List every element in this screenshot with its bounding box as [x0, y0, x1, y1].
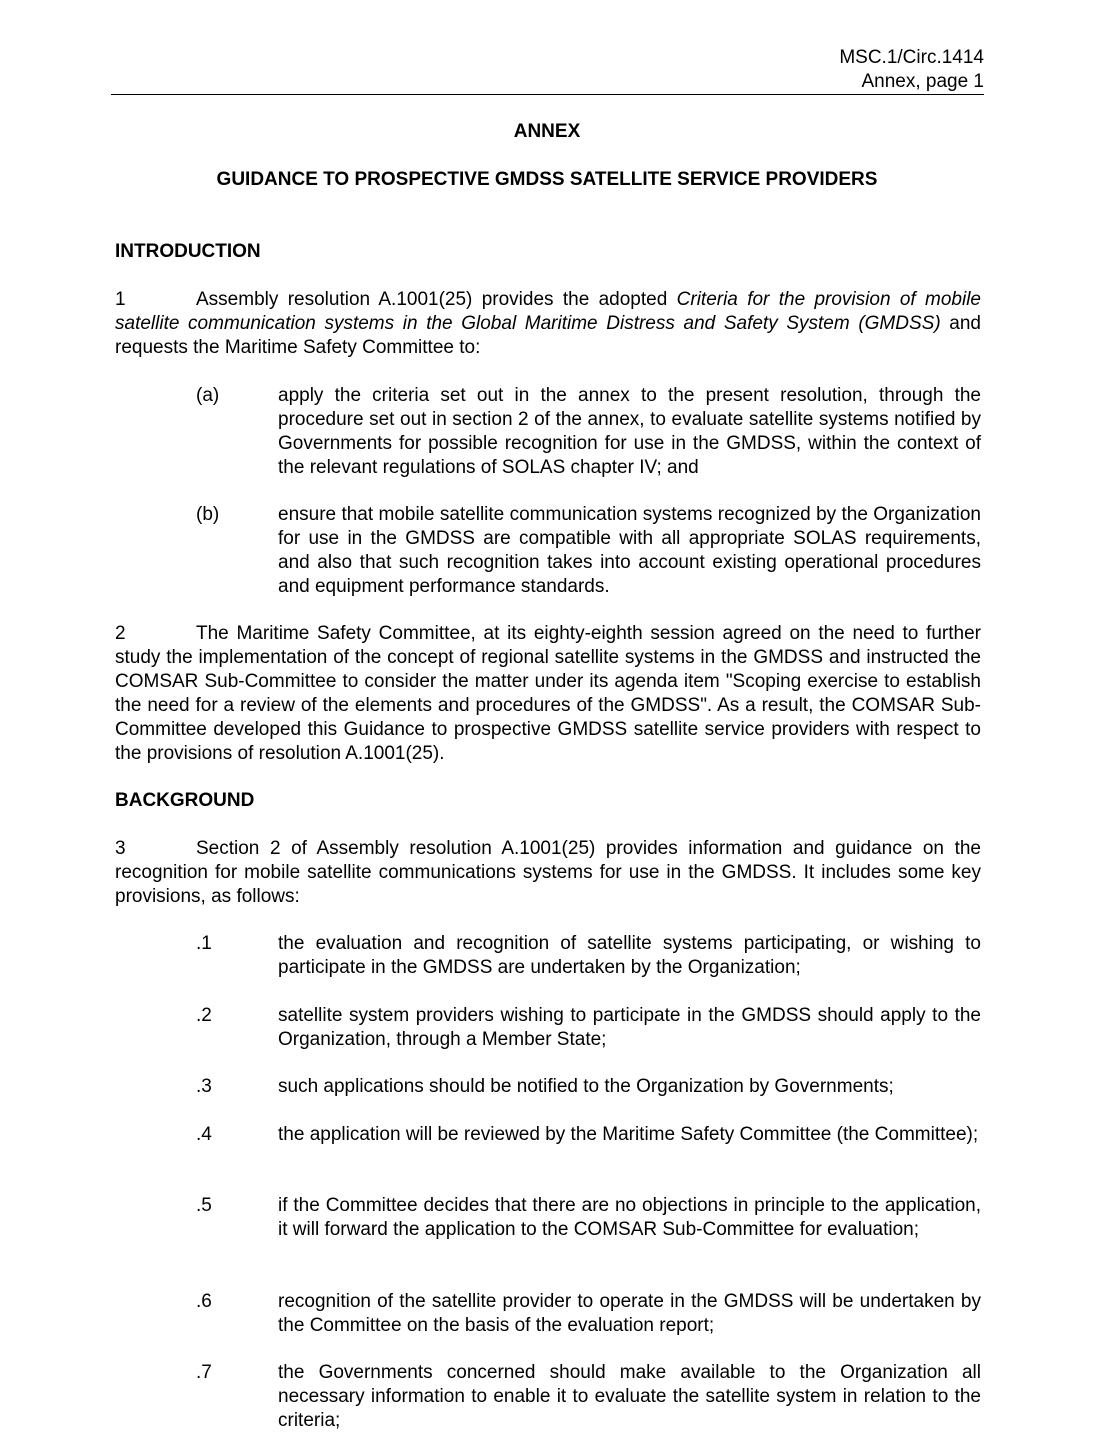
- header-divider: [111, 94, 984, 95]
- list-item-label: .5: [196, 1195, 212, 1216]
- paragraph-number: 3: [115, 838, 126, 859]
- paragraph-text: Assembly resolution A.1001(25) provides the adopted: [196, 289, 677, 310]
- list-item-text: apply the criteria set out in the annex to the present resolution, through the procedure set out in section 2 of the annex, to evaluate satellite systems notified by Governments for possible recognition for use in the GMDSS, within the context of the relevant regulations of SOLAS chapter IV; and: [278, 385, 981, 478]
- list-item-text: the application will be reviewed by the Maritime Safety Committee (the Committee);: [278, 1124, 979, 1145]
- list-item-text: the evaluation and recognition of satellite systems participating, or wishing to participate in the GMDSS are undertaken by the Organization;: [278, 933, 981, 978]
- list-item-text: such applications should be notified to the Organization by Governments;: [278, 1076, 894, 1097]
- main-title: GUIDANCE TO PROSPECTIVE GMDSS SATELLITE SERVICE PROVIDERS: [216, 169, 878, 190]
- list-item-text: satellite system providers wishing to participate in the GMDSS should apply to the Organization, through a Member State;: [278, 1005, 981, 1050]
- paragraph-text-end: and requests the Maritime Safety Committee to:: [115, 313, 981, 358]
- list-item-text: if the Committee decides that there are no objections in principle to the application, it will forward the application to the COMSAR Sub-Committee for evaluation;: [278, 1195, 981, 1240]
- paragraph-text: Section 2 of Assembly resolution A.1001(25) provides information and guidance on the recognition for mobile satellite communications systems for use in the GMDSS. It includes some key provisions, as follows:: [115, 838, 981, 907]
- list-item-label: .6: [196, 1291, 212, 1312]
- paragraph-italic-title: Criteria for the provision of mobile satellite communication systems in the Global Maritime Distress and Safety System (GMDSS): [115, 289, 981, 334]
- page-reference: Annex, page 1: [861, 71, 984, 92]
- list-item-label: .7: [196, 1362, 212, 1383]
- page-header: [112, 46, 984, 94]
- list-item-label: .2: [196, 1005, 212, 1026]
- paragraph-number: 1: [115, 289, 126, 310]
- list-item-text: ensure that mobile satellite communication systems recognized by the Organization for use in the GMDSS are compatible with all appropriate SOLAS requirements, and also that such recognition takes into account existing operational procedures and equipment performance standards.: [278, 504, 981, 597]
- paragraph-1: [115, 288, 981, 360]
- document-reference: MSC.1/Circ.1414: [839, 47, 984, 68]
- paragraph-text: The Maritime Safety Committee, at its eighty-eighth session agreed on the need to further study the implementation of the concept of regional satellite systems in the GMDSS and instructed the COMSAR Sub-Committee to consider the matter under its agenda item "Scoping exercise to establish the need for a review of the elements and procedures of the GMDSS". As a result, the COMSAR Sub-Committee developed this Guidance to prospective GMDSS satellite service providers with respect to the provisions of resolution A.1001(25).: [115, 623, 981, 764]
- list-item-label: .4: [196, 1124, 212, 1145]
- paragraph-number: 2: [115, 623, 126, 644]
- list-item-text: recognition of the satellite provider to operate in the GMDSS will be undertaken by the Committee on the basis of the evaluation report;: [278, 1291, 981, 1336]
- background-heading: BACKGROUND: [115, 790, 255, 811]
- introduction-heading: INTRODUCTION: [115, 241, 261, 262]
- list-item-label: (b): [196, 504, 220, 525]
- paragraph-3: [115, 837, 981, 909]
- list-item-label: (a): [196, 385, 220, 406]
- list-item-text: the Governments concerned should make available to the Organization all necessary information to enable it to evaluate the satellite system in relation to the criteria;: [278, 1362, 981, 1431]
- list-item-label: .3: [196, 1076, 212, 1097]
- paragraph-2: [115, 622, 981, 766]
- list-item-label: .1: [196, 933, 212, 954]
- annex-title: ANNEX: [513, 121, 581, 142]
